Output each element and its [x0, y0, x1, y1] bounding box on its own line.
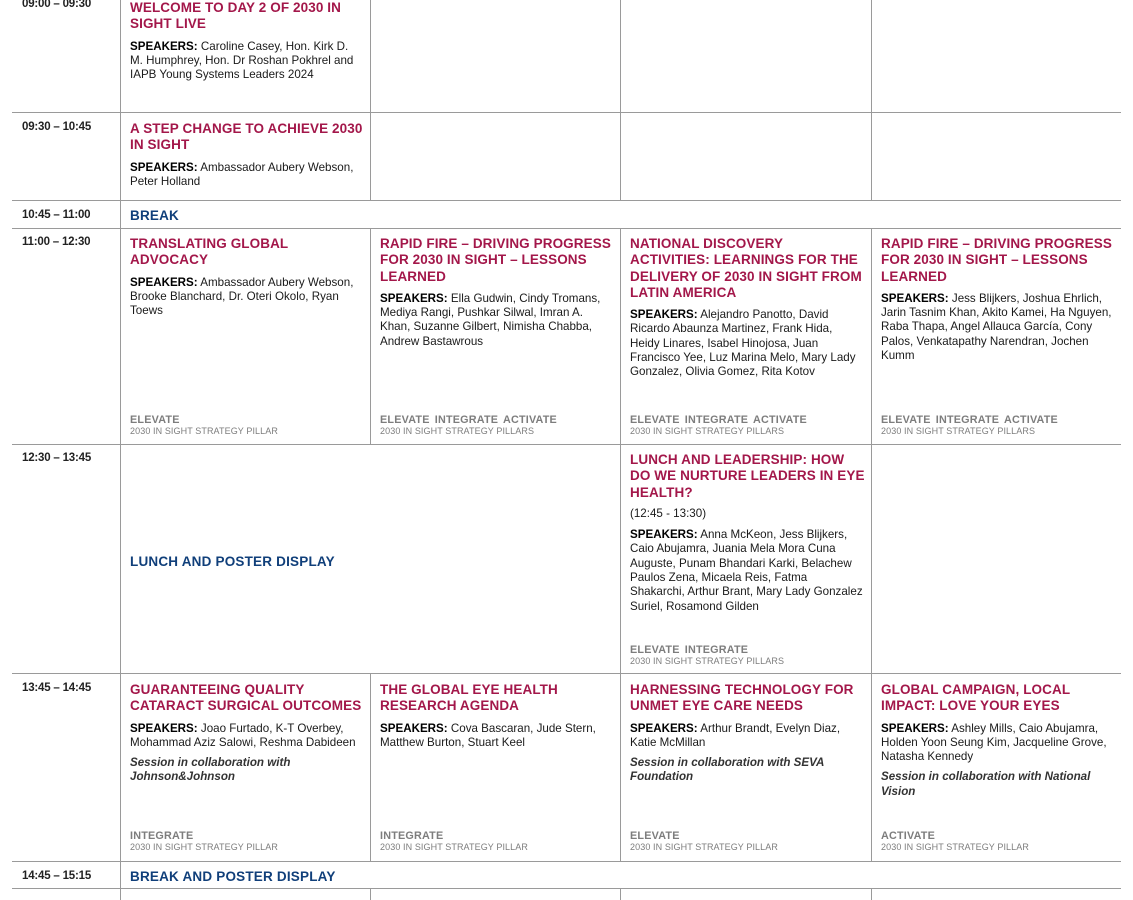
session-note: Session in collaboration with National Vision — [881, 770, 1091, 798]
pillar-caption: 2030 IN SIGHT STRATEGY PILLAR — [630, 842, 778, 852]
break-label: BREAK AND POSTER DISPLAY — [130, 869, 336, 884]
session-title: RAPID FIRE – DRIVING PROGRESS FOR 2030 IN SIGHT – LESSONS LEARNED — [881, 236, 1112, 284]
speakers-list: Jess Blijkers, Joshua Ehrlich, Jarin Tasnim Khan, Akito Kamei, Ha Nguyen, Raba Thapa, Angel Allauca García, Cony Palos, Venkatapathy Narendran, Jochen Kumm — [881, 291, 1112, 363]
session-title: TRANSLATING GLOBAL ADVOCACY — [130, 236, 289, 268]
session-speakers — [630, 308, 865, 379]
pillar-caption: 2030 IN SIGHT STRATEGY PILLAR — [380, 842, 528, 852]
pillar-names: INTEGRATE — [130, 830, 194, 842]
session-cell — [871, 229, 1121, 444]
pillar-caption: 2030 IN SIGHT STRATEGY PILLARS — [630, 426, 785, 436]
speakers-label: SPEAKERS: — [130, 721, 198, 735]
pillar-names: ELEVATE INTEGRATE — [630, 644, 749, 656]
session-cell — [120, 0, 370, 112]
agenda-row — [12, 445, 1121, 674]
speakers-label: SPEAKERS: — [881, 291, 949, 305]
session-speakers — [881, 722, 1115, 765]
session-title: RAPID FIRE – DRIVING PROGRESS FOR 2030 IN SIGHT – LESSONS LEARNED — [380, 236, 611, 284]
speakers-list: Caroline Casey, Hon. Kirk D. M. Humphrey, Hon. Dr Roshan Pokhrel and IAPB Young Systems Leaders 2024 — [130, 39, 354, 82]
session-speakers — [881, 292, 1115, 363]
session-cell — [871, 674, 1121, 861]
pillar-caption: 2030 IN SIGHT STRATEGY PILLARS — [881, 426, 1036, 436]
session-speakers — [130, 722, 364, 751]
pillar-names: INTEGRATE — [380, 830, 444, 842]
speakers-label: SPEAKERS: — [630, 721, 698, 735]
strategy-pillars — [630, 414, 865, 437]
time-slot: 09:30 – 10:45 — [22, 121, 92, 133]
empty-cell — [871, 445, 1121, 673]
agenda-row — [12, 674, 1121, 862]
speakers-list: Anna McKeon, Jess Blijkers, Caio Abujamra, Juania Mela Mora Cuna Auguste, Punam Bhandari Karki, Belachew Paulos Zena, Micaela Reis, Fatma Shakarchi, Arthur Brant, Mary Lady Gonzalez Suriel, Rosamond Gilden — [630, 528, 863, 613]
pillar-caption: 2030 IN SIGHT STRATEGY PILLAR — [130, 426, 278, 436]
session-cell — [620, 445, 871, 673]
session-note: Session in collaboration with Johnson&Johnson — [130, 756, 291, 784]
speakers-list: Alejandro Panotto, David Ricardo Abaunza Martinez, Frank Hida, Heidy Linares, Isabel Hinojosa, Juan Francisco Yee, Luz Marina Melo, Mary Lady Gonzalez, Olivia Gomez, Rita Kotov — [630, 308, 856, 379]
pillar-names: ELEVATE INTEGRATE ACTIVATE — [881, 414, 1058, 426]
agenda-row-clipped — [12, 889, 1121, 900]
session-speakers — [380, 722, 614, 751]
speakers-label: SPEAKERS: — [130, 275, 198, 289]
empty-cell — [620, 0, 871, 112]
empty-cell — [370, 0, 620, 112]
agenda-row — [12, 862, 1121, 889]
strategy-pillars — [130, 414, 364, 437]
session-speakers — [130, 40, 364, 83]
session-title: GLOBAL CAMPAIGN, LOCAL IMPACT: LOVE YOUR EYES — [881, 682, 1070, 714]
speakers-label: SPEAKERS: — [380, 721, 448, 735]
session-cell — [120, 674, 370, 861]
speakers-list: Joao Furtado, K-T Overbey, Mohammad Aziz Salowi, Reshma Dabideen — [130, 721, 356, 749]
session-cell — [370, 229, 620, 444]
speakers-label: SPEAKERS: — [630, 528, 698, 542]
agenda-row — [12, 201, 1121, 229]
session-cell — [620, 674, 871, 861]
empty-cell — [871, 889, 1121, 900]
time-slot: 12:30 – 13:45 — [22, 452, 92, 464]
session-speakers — [630, 528, 865, 614]
strategy-pillars — [380, 830, 614, 853]
pillar-caption: 2030 IN SIGHT STRATEGY PILLARS — [630, 656, 785, 666]
agenda-row — [12, 113, 1121, 201]
time-slot: 11:00 – 12:30 — [22, 236, 91, 248]
empty-cell — [120, 889, 370, 900]
speakers-label: SPEAKERS: — [130, 160, 198, 174]
time-slot: 09:00 – 09:30 — [22, 0, 92, 10]
break-cell — [120, 862, 1121, 888]
time-slot: 14:45 – 15:15 — [22, 870, 92, 882]
empty-cell — [871, 113, 1121, 200]
pillar-names: ELEVATE INTEGRATE ACTIVATE — [630, 414, 807, 426]
speakers-list: Ashley Mills, Caio Abujamra, Holden Yoon Seung Kim, Jacqueline Grove, Natasha Kennedy — [881, 721, 1107, 764]
pillar-names: ELEVATE — [130, 414, 180, 426]
speakers-label: SPEAKERS: — [630, 308, 698, 322]
session-title: A STEP CHANGE TO ACHIEVE 2030 IN SIGHT — [130, 121, 363, 153]
session-speakers — [130, 161, 364, 190]
session-cell — [120, 113, 370, 200]
pillar-caption: 2030 IN SIGHT STRATEGY PILLARS — [380, 426, 535, 436]
session-title: WELCOME TO DAY 2 OF 2030 IN SIGHT LIVE — [130, 0, 342, 32]
speakers-label: SPEAKERS: — [130, 39, 198, 53]
strategy-pillars — [881, 414, 1115, 437]
speakers-label: SPEAKERS: — [380, 291, 448, 305]
time-slot: 13:45 – 14:45 — [22, 682, 92, 694]
session-title: LUNCH AND LEADERSHIP: HOW DO WE NURTURE LEADERS IN EYE HEALTH? — [630, 452, 865, 500]
session-speakers — [380, 292, 614, 349]
session-speakers — [130, 276, 364, 319]
session-title: THE GLOBAL EYE HEALTH RESEARCH AGENDA — [380, 682, 558, 714]
session-subtime: (12:45 - 13:30) — [630, 506, 707, 520]
lunch-label: LUNCH AND POSTER DISPLAY — [130, 554, 335, 569]
break-label: BREAK — [130, 208, 180, 223]
strategy-pillars — [630, 644, 865, 667]
agenda-row — [12, 0, 1121, 113]
strategy-pillars — [630, 830, 865, 853]
pillar-names: ELEVATE INTEGRATE ACTIVATE — [380, 414, 557, 426]
session-note: Session in collaboration with SEVA Foundation — [630, 756, 824, 784]
session-cell — [370, 674, 620, 861]
empty-cell — [620, 113, 871, 200]
session-cell — [620, 229, 871, 444]
session-cell — [120, 229, 370, 444]
time-slot: 10:45 – 11:00 — [22, 209, 91, 221]
pillar-names: ACTIVATE — [881, 830, 935, 842]
speakers-list: Ambassador Aubery Webson, Brooke Blanchard, Dr. Oteri Okolo, Ryan Toews — [130, 275, 354, 318]
session-title: GUARANTEEING QUALITY CATARACT SURGICAL OUTCOMES — [130, 682, 362, 714]
speakers-list: Ella Gudwin, Cindy Tromans, Mediya Rangi, Pushkar Silwal, Imran A. Khan, Suzanne Gilbert, Nimisha Chabba, Andrew Bastawrous — [380, 291, 601, 348]
strategy-pillars — [881, 830, 1115, 853]
empty-cell — [370, 113, 620, 200]
speakers-label: SPEAKERS: — [881, 721, 949, 735]
speakers-list: Arthur Brandt, Evelyn Diaz, Katie McMillan — [630, 721, 841, 749]
lunch-cell — [120, 445, 620, 673]
empty-cell — [620, 889, 871, 900]
pillar-names: ELEVATE — [630, 830, 680, 842]
pillar-caption: 2030 IN SIGHT STRATEGY PILLAR — [881, 842, 1029, 852]
pillar-caption: 2030 IN SIGHT STRATEGY PILLAR — [130, 842, 278, 852]
empty-cell — [871, 0, 1121, 112]
session-title: HARNESSING TECHNOLOGY FOR UNMET EYE CARE NEEDS — [630, 682, 854, 714]
empty-cell — [370, 889, 620, 900]
strategy-pillars — [380, 414, 614, 437]
session-title: NATIONAL DISCOVERY ACTIVITIES: LEARNINGS FOR THE DELIVERY OF 2030 IN SIGHT FROM LATIN AMERICA — [630, 236, 862, 300]
strategy-pillars — [130, 830, 364, 853]
break-cell — [120, 201, 1121, 228]
session-speakers — [630, 722, 865, 751]
agenda-row — [12, 229, 1121, 445]
speakers-list: Ambassador Aubery Webson, Peter Holland — [130, 160, 354, 188]
agenda-page — [12, 0, 1121, 900]
speakers-list: Cova Bascaran, Jude Stern, Matthew Burton, Stuart Keel — [380, 721, 596, 749]
